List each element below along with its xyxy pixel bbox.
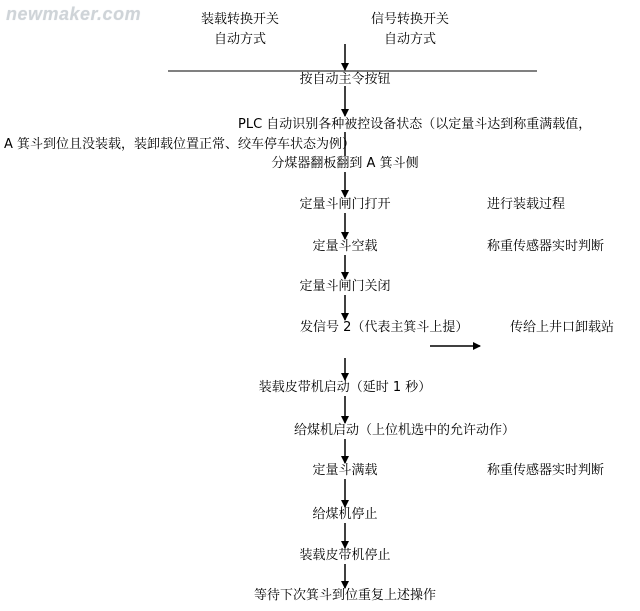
step-hopper-empty: 定量斗空载	[312, 239, 378, 254]
step-gate-open: 定量斗闸门打开	[299, 197, 391, 212]
note-hopper-full: 称重传感器实时判断	[487, 463, 605, 478]
step-press-main: 按自动主令按钮	[299, 72, 391, 87]
step-signal: 发信号 2（代表主箕斗上提）	[300, 320, 469, 335]
note-signal: 传给上井口卸载站	[510, 320, 615, 335]
step-gate-close: 定量斗闸门关闭	[299, 279, 391, 294]
step-flap: 分煤器翻板翻到 A 箕斗侧	[271, 156, 419, 171]
step-plc-line2: A 箕斗到位且没装载，装卸载位置正常、绞车停车状态为例）	[4, 137, 356, 152]
header-right-line2: 自动方式	[383, 32, 436, 47]
watermark: newmaker.com	[6, 4, 142, 24]
header-right-line1: 信号转换开关	[370, 12, 449, 27]
step-hopper-full: 定量斗满载	[312, 463, 378, 478]
step-plc-line1: PLC 自动识别各种被控设备状态（以定量斗达到称重满载值，	[238, 117, 592, 132]
step-belt-start: 装载皮带机启动（延时 1 秒）	[258, 380, 432, 395]
step-wait: 等待下次箕斗到位重复上述操作	[253, 588, 436, 603]
step-belt-stop: 装载皮带机停止	[299, 548, 391, 563]
header-left-line1: 装载转换开关	[200, 12, 279, 27]
note-gate-open: 进行装载过程	[487, 197, 566, 212]
note-hopper-empty: 称重传感器实时判断	[487, 239, 605, 254]
step-feeder-start: 给煤机启动（上位机选中的允许动作）	[294, 423, 516, 438]
step-feeder-stop: 给煤机停止	[312, 507, 378, 522]
header-left-line2: 自动方式	[213, 32, 266, 47]
